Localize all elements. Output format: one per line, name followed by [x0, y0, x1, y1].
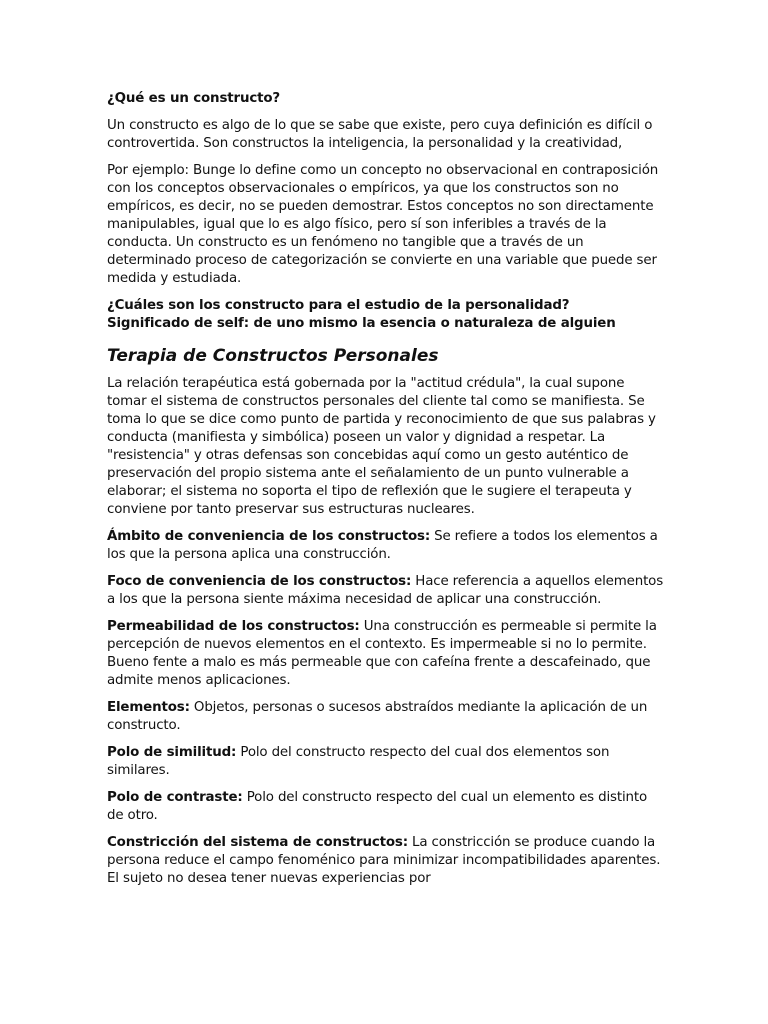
definition-text: Polo del constructo respecto del cual dos elementos son similares.	[107, 745, 610, 778]
definition-term: Elementos:	[107, 700, 190, 715]
paragraph-construct-definition: Un constructo es algo de lo que se sabe que existe, pero cuya definición es difícil o controvertida. Son constructos la inteligencia, la personalidad y la creatividad,	[107, 118, 653, 151]
definition-elementos	[107, 699, 667, 735]
definition-foco	[107, 573, 667, 609]
definition-text: Polo del constructo respecto del cual un elemento es distinto de otro.	[107, 790, 648, 823]
question-personality-constructs: ¿Cuáles son los constructo para el estudio de la personalidad?	[107, 298, 570, 313]
definition-text: La constricción se produce cuando la persona reduce el campo fenoménico para minimizar incompatibilidades aparentes. El sujeto no desea tener nuevas experiencias por	[107, 835, 661, 886]
definition-ambito	[107, 528, 667, 564]
definition-term: Constricción del sistema de constructos:	[107, 835, 408, 850]
paragraph-therapeutic-relationship: La relación terapéutica está gobernada por la "actitud crédula", la cual supone tomar el sistema de constructos personales del cliente tal como se manifiesta. Se toma lo que se dice como punto de partida y reconocimiento de que sus palabras y conducta (manifiesta y simbólica) poseen un valor y dignidad a respetar. La "resistencia" y otras defensas son concebidas aquí como un gesto auténtico de preservación del propio sistema ante el señalamiento de un punto vulnerable a elaborar; el sistema no soporta el tipo de reflexión que le sugiere el terapeuta y conviene por tanto preservar sus estructuras nucleares.	[107, 376, 656, 517]
definition-term: Permeabilidad de los constructos:	[107, 619, 360, 634]
definition-constriccion	[107, 834, 667, 888]
definition-polo-similitud	[107, 744, 667, 780]
paragraph-bunge-example: Por ejemplo: Bunge lo define como un concepto no observacional en contraposición con los conceptos observacionales o empíricos, ya que los constructos son no empíricos, es decir, no se pueden demostrar. Estos conceptos no son directamente manipulables, igual que lo es algo físico, pero sí son inferibles a través de la conducta. Un constructo es un fenómeno no tangible que a través de un determinado proceso de categorización se convierte en una variable que puede ser medida y estudiada.	[107, 163, 659, 286]
definition-text: Hace referencia a aquellos elementos a los que la persona siente máxima necesidad de aplicar una construcción.	[107, 574, 664, 607]
self-meaning-line: Significado de self: de uno mismo la esencia o naturaleza de alguien	[107, 316, 616, 331]
definition-term: Foco de conveniencia de los constructos:	[107, 574, 412, 589]
definition-term: Polo de similitud:	[107, 745, 237, 760]
definition-polo-contraste	[107, 789, 667, 825]
definition-term: Ámbito de conveniencia de los constructos:	[107, 529, 431, 544]
definition-text: Objetos, personas o sucesos abstraídos mediante la aplicación de un constructo.	[107, 700, 648, 733]
document-page	[107, 90, 667, 897]
definition-term: Polo de contraste:	[107, 790, 243, 805]
definition-permeabilidad	[107, 618, 667, 690]
definition-text: Se refiere a todos los elementos a los que la persona aplica una construcción.	[107, 529, 658, 562]
question-what-is-construct: ¿Qué es un constructo?	[107, 91, 281, 106]
section-heading: Terapia de Constructos Personales	[107, 346, 439, 366]
definition-text: Una construcción es permeable si permite la percepción de nuevos elementos en el contexto. Es impermeable si no lo permite. Bueno fente a malo es más permeable que con cafeína frente a descafeinado, que admite menos aplicaciones.	[107, 619, 657, 688]
